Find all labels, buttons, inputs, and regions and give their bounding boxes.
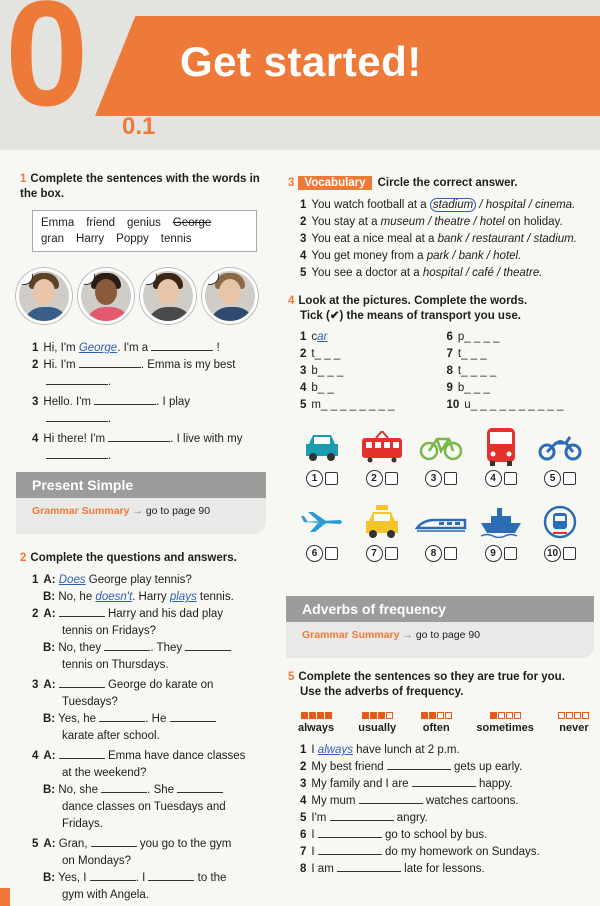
q4-word: 4 b_ _ xyxy=(300,382,334,394)
tick-box[interactable] xyxy=(325,472,338,485)
answer-blank[interactable] xyxy=(170,711,216,722)
q5-item: 7 I do my homework on Sundays. xyxy=(300,846,540,858)
q4-word: 3 b_ _ _ xyxy=(300,365,344,377)
bicycle-icon xyxy=(415,428,467,466)
q3-item: 1 You watch football at a stadium / hospital / cinema. xyxy=(300,199,576,211)
q1-item: 4 Hi there! I'm . I live with my xyxy=(32,433,243,445)
q4-word: 8 t_ _ _ _ xyxy=(446,365,497,377)
photo-harry: 3 xyxy=(140,268,196,324)
taxi-icon xyxy=(356,503,408,541)
q1-item: 3 Hello. I'm . I play xyxy=(32,396,191,408)
vocabulary-tag: Vocabulary xyxy=(298,176,371,190)
answer-blank[interactable] xyxy=(46,374,108,385)
answer-blank[interactable] xyxy=(330,810,394,821)
photo-poppy: 4 xyxy=(202,268,258,324)
tick-box[interactable] xyxy=(563,472,576,485)
q4-word: 6 p_ _ _ _ xyxy=(446,331,500,343)
q5-item: 6 I go to school by bus. xyxy=(300,829,488,841)
answer-blank[interactable] xyxy=(148,870,194,881)
q5-item: 2 My best friend gets up early. xyxy=(300,761,523,773)
photo-george: 1 xyxy=(16,268,72,324)
panel-title: Adverbs of frequency xyxy=(286,596,594,622)
answer-blank[interactable] xyxy=(59,606,105,617)
transport-icons-row-1: 1 2 3 4 5 xyxy=(296,428,586,487)
tram-icon xyxy=(356,428,408,466)
q2-item: 5 A: Gran, you go to the gym xyxy=(32,838,232,850)
answer-blank[interactable] xyxy=(318,827,382,838)
exercise-4: 4 Look at the pictures. Complete the words. Tick (✔) the means of transport you use. 1 car 2 t_ _ _ 3 b_ _ _ 4 b_ _ 5 m_ _ _ _ _ _ _ _ 6 p_ _ _ _ 7 t_ _ _ 8 t_ _ _ _ 9 b_ _ _ 10 u_ _ _ _ _ _ _ _ _ _ 1 2 3 4 5 6 7 8 9 10 xyxy=(288,294,593,562)
answer-blank[interactable] xyxy=(46,448,108,459)
answer-blank[interactable] xyxy=(101,782,147,793)
q1-item: 2 Hi. I'm . Emma is my best xyxy=(32,359,236,371)
page-corner-marker xyxy=(0,888,10,906)
answer-blank[interactable] xyxy=(59,677,105,688)
answer-blank[interactable] xyxy=(90,870,136,881)
answer-blank[interactable] xyxy=(412,776,476,787)
grammar-summary-link[interactable]: Grammar Summary → go to page 90 xyxy=(32,505,211,517)
q5-item: 3 My family and I are happy. xyxy=(300,778,513,790)
q2-item: 4 A: Emma have dance classes xyxy=(32,750,246,762)
tick-box[interactable] xyxy=(385,472,398,485)
arrow-right-icon: → xyxy=(132,505,143,517)
freq-often: often xyxy=(420,710,452,734)
q5-item: 4 My mum watches cartoons. xyxy=(300,795,519,807)
q5-item: 5 I'm angry. xyxy=(300,812,428,824)
frequency-scale xyxy=(298,710,590,734)
q4-word: 1 car xyxy=(300,331,328,343)
train-icon xyxy=(415,503,467,541)
circled-answer: stadium xyxy=(430,198,476,212)
tick-box[interactable] xyxy=(444,472,457,485)
answer-blank[interactable] xyxy=(318,844,382,855)
q2-item: 3 A: George do karate on xyxy=(32,679,214,691)
freq-usually: usually xyxy=(358,710,396,734)
tick-box[interactable] xyxy=(563,547,576,560)
tick-box[interactable] xyxy=(385,547,398,560)
word-box: Emma friend genius George gran Harry Poppy tennis xyxy=(32,210,257,252)
q4-word: 10 u_ _ _ _ _ _ _ _ _ _ xyxy=(446,399,564,411)
q4-word: 2 t_ _ _ xyxy=(300,348,341,360)
car-icon xyxy=(296,428,348,466)
freq-never: never xyxy=(558,710,590,734)
tick-box[interactable] xyxy=(504,472,517,485)
q5-item: 8 I am late for lessons. xyxy=(300,863,485,875)
answer-blank[interactable] xyxy=(99,711,145,722)
underground-icon xyxy=(534,503,586,541)
exercise-3: 3 Vocabulary Circle the correct answer. 1 You watch football at a stadium / hospital / cinema. 2 You stay at a museum / theatre / hotel on holiday. 3 You eat a nice meal at a bank / restaurant / stadium. 4 You get money from a park / bank / hotel. 5 You see a doctor at a hospital / café / theatre. xyxy=(288,176,593,282)
answer-blank[interactable] xyxy=(359,793,423,804)
q2-item: 2 A: Harry and his dad play xyxy=(32,608,224,620)
arrow-right-icon: → xyxy=(402,629,413,641)
tick-box[interactable] xyxy=(444,547,457,560)
answer-blank[interactable] xyxy=(387,759,451,770)
grammar-summary-link[interactable]: Grammar Summary → go to page 90 xyxy=(302,629,481,641)
photo-row xyxy=(16,268,270,324)
q3-item: 4 You get money from a park / bank / hotel. xyxy=(300,250,522,262)
transport-icons-row-2: 6 7 8 9 10 xyxy=(296,503,586,562)
answer-blank[interactable] xyxy=(104,640,150,651)
q3-item: 2 You stay at a museum / theatre / hotel on holiday. xyxy=(300,216,563,228)
answer-blank[interactable] xyxy=(108,431,170,442)
panel-title: Present Simple xyxy=(16,472,266,498)
lesson-number: 0.1 xyxy=(122,113,156,140)
page-title: Get started! xyxy=(180,38,422,85)
q5-item: 1 I always have lunch at 2 p.m. xyxy=(300,744,460,756)
freq-always: always xyxy=(298,710,334,734)
answer-blank[interactable] xyxy=(59,748,105,759)
boat-icon xyxy=(475,503,527,541)
answer-blank[interactable] xyxy=(91,836,137,847)
q3-item: 3 You eat a nice meal at a bank / restaurant / stadium. xyxy=(300,233,577,245)
bus-icon xyxy=(475,428,527,466)
grammar-panel-adverbs xyxy=(286,596,594,658)
answer-blank[interactable] xyxy=(337,861,401,872)
q4-word: 5 m_ _ _ _ _ _ _ _ xyxy=(300,399,395,411)
q4-word: 7 t_ _ _ xyxy=(446,348,487,360)
plane-icon xyxy=(296,503,348,541)
tick-box[interactable] xyxy=(325,547,338,560)
q1-item: 1 Hi, I'm George. I'm a ! xyxy=(32,342,220,354)
q4-word: 9 b_ _ _ xyxy=(446,382,490,394)
tick-box[interactable] xyxy=(504,547,517,560)
motorbike-icon xyxy=(534,428,586,466)
answer-blank[interactable] xyxy=(151,340,213,351)
answer-blank[interactable] xyxy=(79,357,141,368)
freq-sometimes: sometimes xyxy=(476,710,533,734)
answer-blank[interactable] xyxy=(46,411,108,422)
unit-number: 0 xyxy=(5,0,89,137)
answer-blank[interactable] xyxy=(185,640,231,651)
exercise-5: 5 Complete the sentences so they are true for you. Use the adverbs of frequency. always usually often sometimes never 1 I always have lunch at 2 p.m. 2 My best friend gets up early. 3 My family and I are happy. 4 My mum watches cartoons. 5 I'm angry. 6 I go to school by bus. 7 I do my homework on Sundays. 8 I am late for lessons. xyxy=(288,670,593,878)
photo-emma: 2 xyxy=(78,268,134,324)
q2-item: 1 A: Does George play tennis? xyxy=(32,574,192,586)
answer-blank[interactable] xyxy=(94,394,156,405)
grammar-panel-present-simple xyxy=(16,472,266,534)
answer-blank[interactable] xyxy=(177,782,223,793)
exercise-1: 1 Complete the sentences with the words in the box. Emma friend genius George gran Harry Poppy tennis 1 2 3 4 1 Hi, I'm George. I'm a ! 2 Hi. I'm . Emma is my best . 3 Hello. I'm . I play . 4 Hi there! I'm . I live with my . xyxy=(20,172,270,465)
q3-item: 5 You see a doctor at a hospital / café / theatre. xyxy=(300,267,543,279)
exercise-2: 2 Complete the questions and answers. 1 A: Does George play tennis? B: No, he doesn't. Harry plays tennis. 2 A: Harry and his dad play tennis on Fridays? B: No, they . They tennis on Thursdays. 3 A: George do karate on Tuesdays? B: Yes, he . He karate after school. 4 A: Emma have dance classes at the weekend? B: No, she . She dance classes on Tuesdays and Fridays. 5 A: Gran, you go to the gym on Mondays? B: Yes, I . I to the gym with Angela. xyxy=(20,551,270,904)
